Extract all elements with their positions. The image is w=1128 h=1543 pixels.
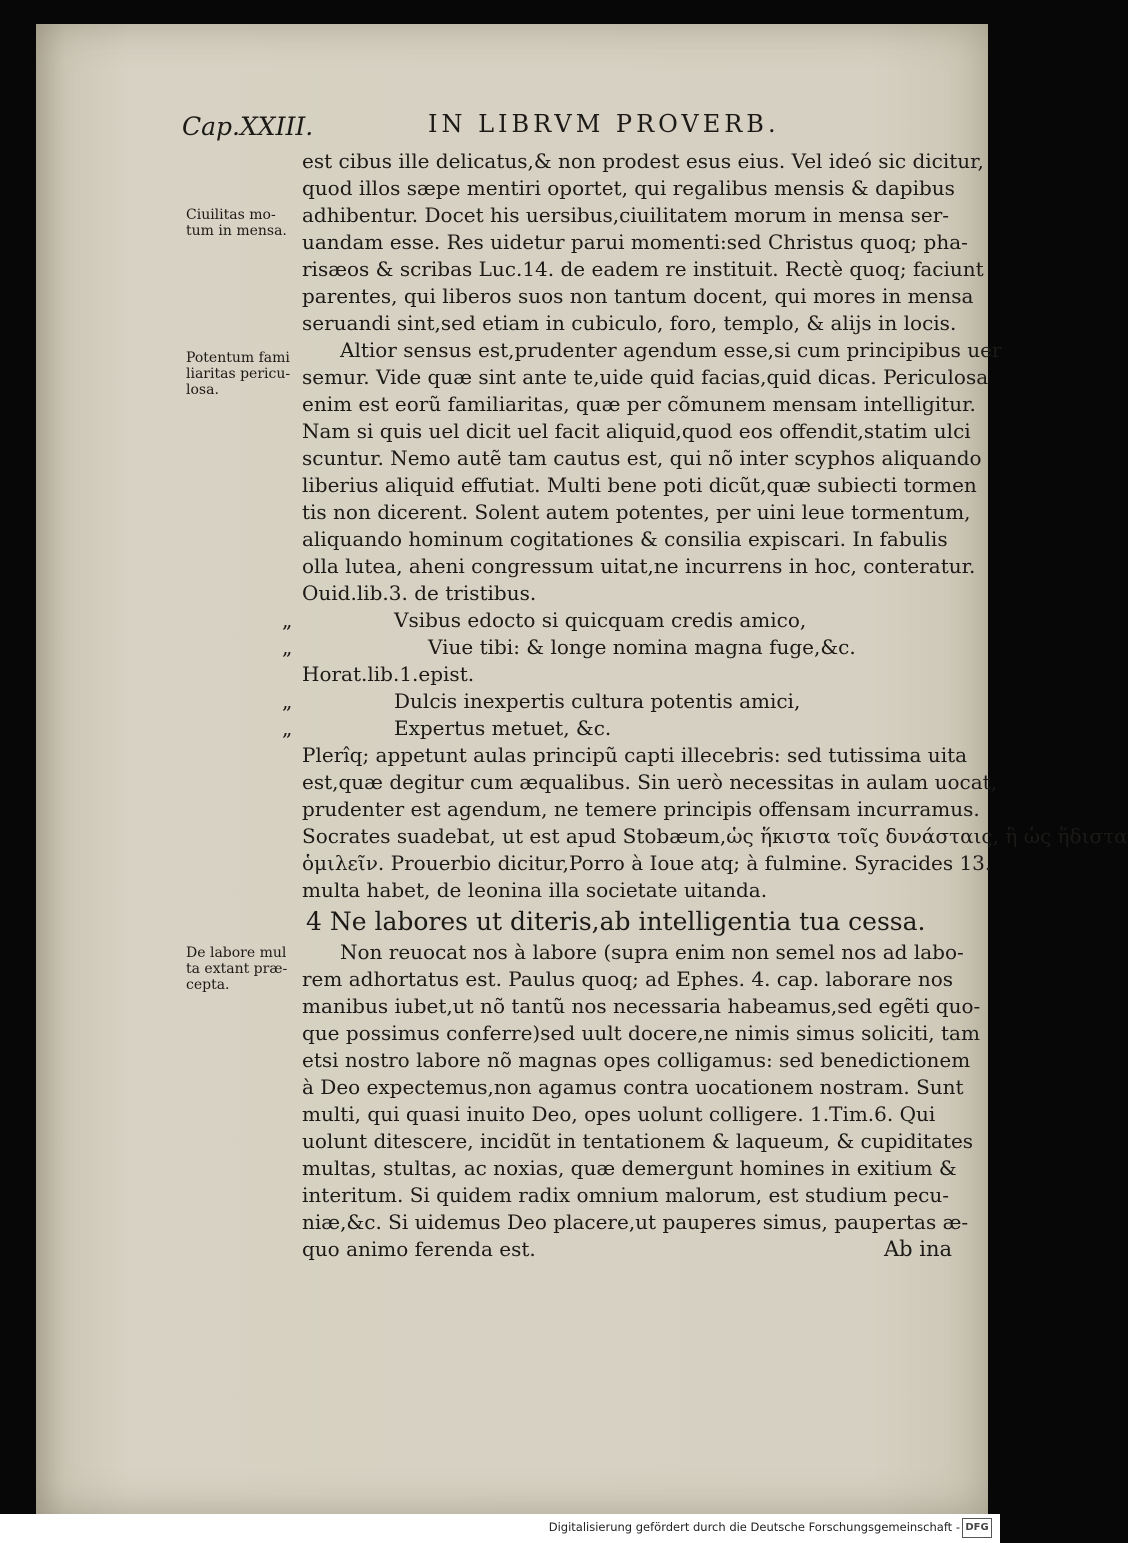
text-line: [302, 1128, 974, 1155]
text-line: [302, 966, 952, 993]
footer-bar: [0, 1514, 1000, 1543]
text-line-content: seruandi sint,sed etiam in cubiculo, foro, templo, & alijs in locis.: [302, 311, 957, 335]
quotation-mark: „: [282, 716, 293, 740]
text-line: [302, 769, 998, 796]
text-line: [302, 229, 968, 256]
dfg-logo: DFG: [962, 1518, 992, 1538]
text-line: [302, 1074, 964, 1101]
text-line-content: Vsibus edocto si quicquam credis amico,: [394, 608, 807, 632]
text-line-content: manibus iubet,ut nõ tantũ nos necessaria habeamus,sed egẽti quo-: [302, 994, 981, 1018]
text-line: [302, 1020, 980, 1047]
text-line: [302, 661, 952, 688]
text-line: [302, 1047, 971, 1074]
text-line: [302, 1209, 969, 1236]
text-line-content: quod illos sæpe mentiri oportet, qui regalibus mensis & dapibus: [302, 176, 955, 200]
text-line-content: que possimus conferre)sed uult docere,ne nimis simus soliciti, tam: [302, 1021, 980, 1045]
text-line-content: Ouid.lib.3. de tristibus.: [302, 581, 537, 605]
text-line-content: niæ,&c. Si uidemus Deo placere,ut pauperes simus, paupertas æ-: [302, 1210, 969, 1234]
text-line-content: adhibentur. Docet his uersibus,ciuilitatem morum in mensa ser-: [302, 203, 950, 227]
text-line: [302, 148, 984, 175]
text-line-content: uandam esse. Res uidetur parui momenti:sed Christus quoq; pha-: [302, 230, 968, 254]
text-line: [302, 823, 1128, 850]
text-line-content: prudenter est agendum, ne temere principis offensam incurramus.: [302, 797, 980, 821]
text-line: [302, 553, 976, 580]
text-line: [302, 418, 971, 445]
text-line: [302, 175, 955, 202]
text-line: [302, 1182, 952, 1209]
quotation-mark: „: [282, 635, 293, 659]
text-line-content: Horat.lib.1.epist.: [302, 662, 475, 686]
text-line-content: enim est eorũ familiaritas, quæ per cõmunem mensam intelligitur.: [302, 392, 976, 416]
text-line: [302, 850, 992, 877]
text-line: [282, 634, 952, 661]
text-line: [302, 1236, 952, 1263]
margin-note-potentum: Potentum fami liaritas pericu- losa.: [186, 350, 291, 398]
text-line: [302, 202, 952, 229]
text-line-content: rem adhortatus est. Paulus quoq; ad Ephes. 4. cap. laborare nos: [302, 967, 954, 991]
body-text: [282, 148, 1128, 1263]
text-line-content: Expertus metuet, &c.: [394, 716, 612, 740]
text-line: [282, 715, 952, 742]
text-line: [302, 877, 952, 904]
margin-note-labore: De labore mul ta extant præ- cepta.: [186, 945, 288, 993]
text-line-content: olla lutea, aheni congressum uitat,ne incurrens in hoc, conteratur.: [302, 554, 976, 578]
text-line: [302, 445, 982, 472]
text-line-content: Nam si quis uel dicit uel facit aliquid,quod eos offendit,statim ulci: [302, 419, 971, 443]
text-line: [302, 993, 981, 1020]
quotation-mark: „: [282, 608, 293, 632]
margin-note-civilitas: Ciuilitas mo- tum in mensa.: [186, 207, 287, 239]
text-line-content: multa habet, de leonina illa societate uitanda.: [302, 878, 768, 902]
text-line-content: tis non dicerent. Solent autem potentes, per uini leue tormentum,: [302, 500, 971, 524]
text-line: [302, 283, 974, 310]
text-line-content: Plerîq; appetunt aulas principũ capti illecebris: sed tutissima uita: [302, 743, 968, 767]
text-line-content: scuntur. Nemo autẽ tam cautus est, qui nõ inter scyphos aliquando: [302, 446, 982, 470]
text-line-content: multi, qui quasi inuito Deo, opes uolunt colligere. 1.Tim.6. Qui: [302, 1102, 936, 1126]
text-line-content: ὁμιλεῖν. Prouerbio dicitur,Porro à Ioue atq; à fulmine. Syracides 13.: [302, 851, 992, 875]
text-line-content: risæos & scribas Luc.14. de eadem re instituit. Rectè quoq; faciunt: [302, 257, 984, 281]
text-line: [282, 607, 952, 634]
text-line-content: Socrates suadebat, ut est apud Stobæum,ὡς ἥκιστα τοῖς δυνάσταις, ἢ ὡς ἥδιστα: [302, 824, 1128, 848]
text-line: [302, 939, 964, 966]
text-line-content: interitum. Si quidem radix omnium malorum, est studium pecu-: [302, 1183, 950, 1207]
text-line: [302, 1155, 957, 1182]
text-line-content: multas, stultas, ac noxias, quæ demergunt homines in exitium &: [302, 1156, 957, 1180]
text-line-content: aliquando hominum cogitationes & consilia expiscari. In fabulis: [302, 527, 948, 551]
quotation-mark: „: [282, 689, 293, 713]
text-line: [302, 742, 968, 769]
text-line-content: etsi nostro labore nõ magnas opes colligamus: sed benedictionem: [302, 1048, 971, 1072]
text-line: [302, 1101, 952, 1128]
text-line-content: est cibus ille delicatus,& non prodest esus eius. Vel ideó sic dicitur,: [302, 149, 984, 173]
text-line-content: liberius aliquid effutiat. Multi bene poti dicũt,quæ subiecti tormen: [302, 473, 977, 497]
text-line: [302, 580, 952, 607]
running-title: IN LIBRVM PROVERB.: [428, 110, 780, 138]
text-line: [302, 472, 977, 499]
chapter-label: Cap.XXIII.: [182, 112, 314, 141]
text-line-content: Altior sensus est,prudenter agendum esse,si cum principibus uer: [340, 338, 1002, 362]
text-line: [302, 364, 989, 391]
text-line-content: à Deo expectemus,non agamus contra uocationem nostram. Sunt: [302, 1075, 964, 1099]
text-line-content: semur. Vide quæ sint ante te,uide quid facias,quid dicas. Periculosa: [302, 365, 989, 389]
text-line: [302, 256, 984, 283]
text-line: [302, 904, 952, 939]
text-line: [282, 688, 952, 715]
text-line: [302, 310, 957, 337]
text-line: [302, 337, 1002, 364]
text-line: [302, 391, 976, 418]
footer-credit: Digitalisierung gefördert durch die Deutsche Forschungsgemeinschaft -: [548, 1520, 960, 1534]
text-line-content: est,quæ degitur cum æqualibus. Sin uerò necessitas in aulam uocat,: [302, 770, 998, 794]
text-line: [302, 499, 971, 526]
text-line-content: Viue tibi: & longe nomina magna fuge,&c.: [428, 635, 856, 659]
text-line-content: uolunt ditescere, incidũt in tentationem & laqueum, & cupiditates: [302, 1129, 974, 1153]
text-line-content: parentes, qui liberos suos non tantum docent, qui mores in mensa: [302, 284, 974, 308]
text-line-content: Non reuocat nos à labore (supra enim non semel nos ad labo-: [340, 940, 964, 964]
text-line-content: quo animo ferenda est.: [302, 1237, 536, 1261]
text-line-content: Dulcis inexpertis cultura potentis amici,: [394, 689, 801, 713]
catchword: Ab ina: [884, 1237, 953, 1261]
text-line: [302, 526, 952, 553]
text-line: [302, 796, 980, 823]
text-line-content: 4 Ne labores ut diteris,ab intelligentia tua cessa.: [306, 907, 926, 936]
